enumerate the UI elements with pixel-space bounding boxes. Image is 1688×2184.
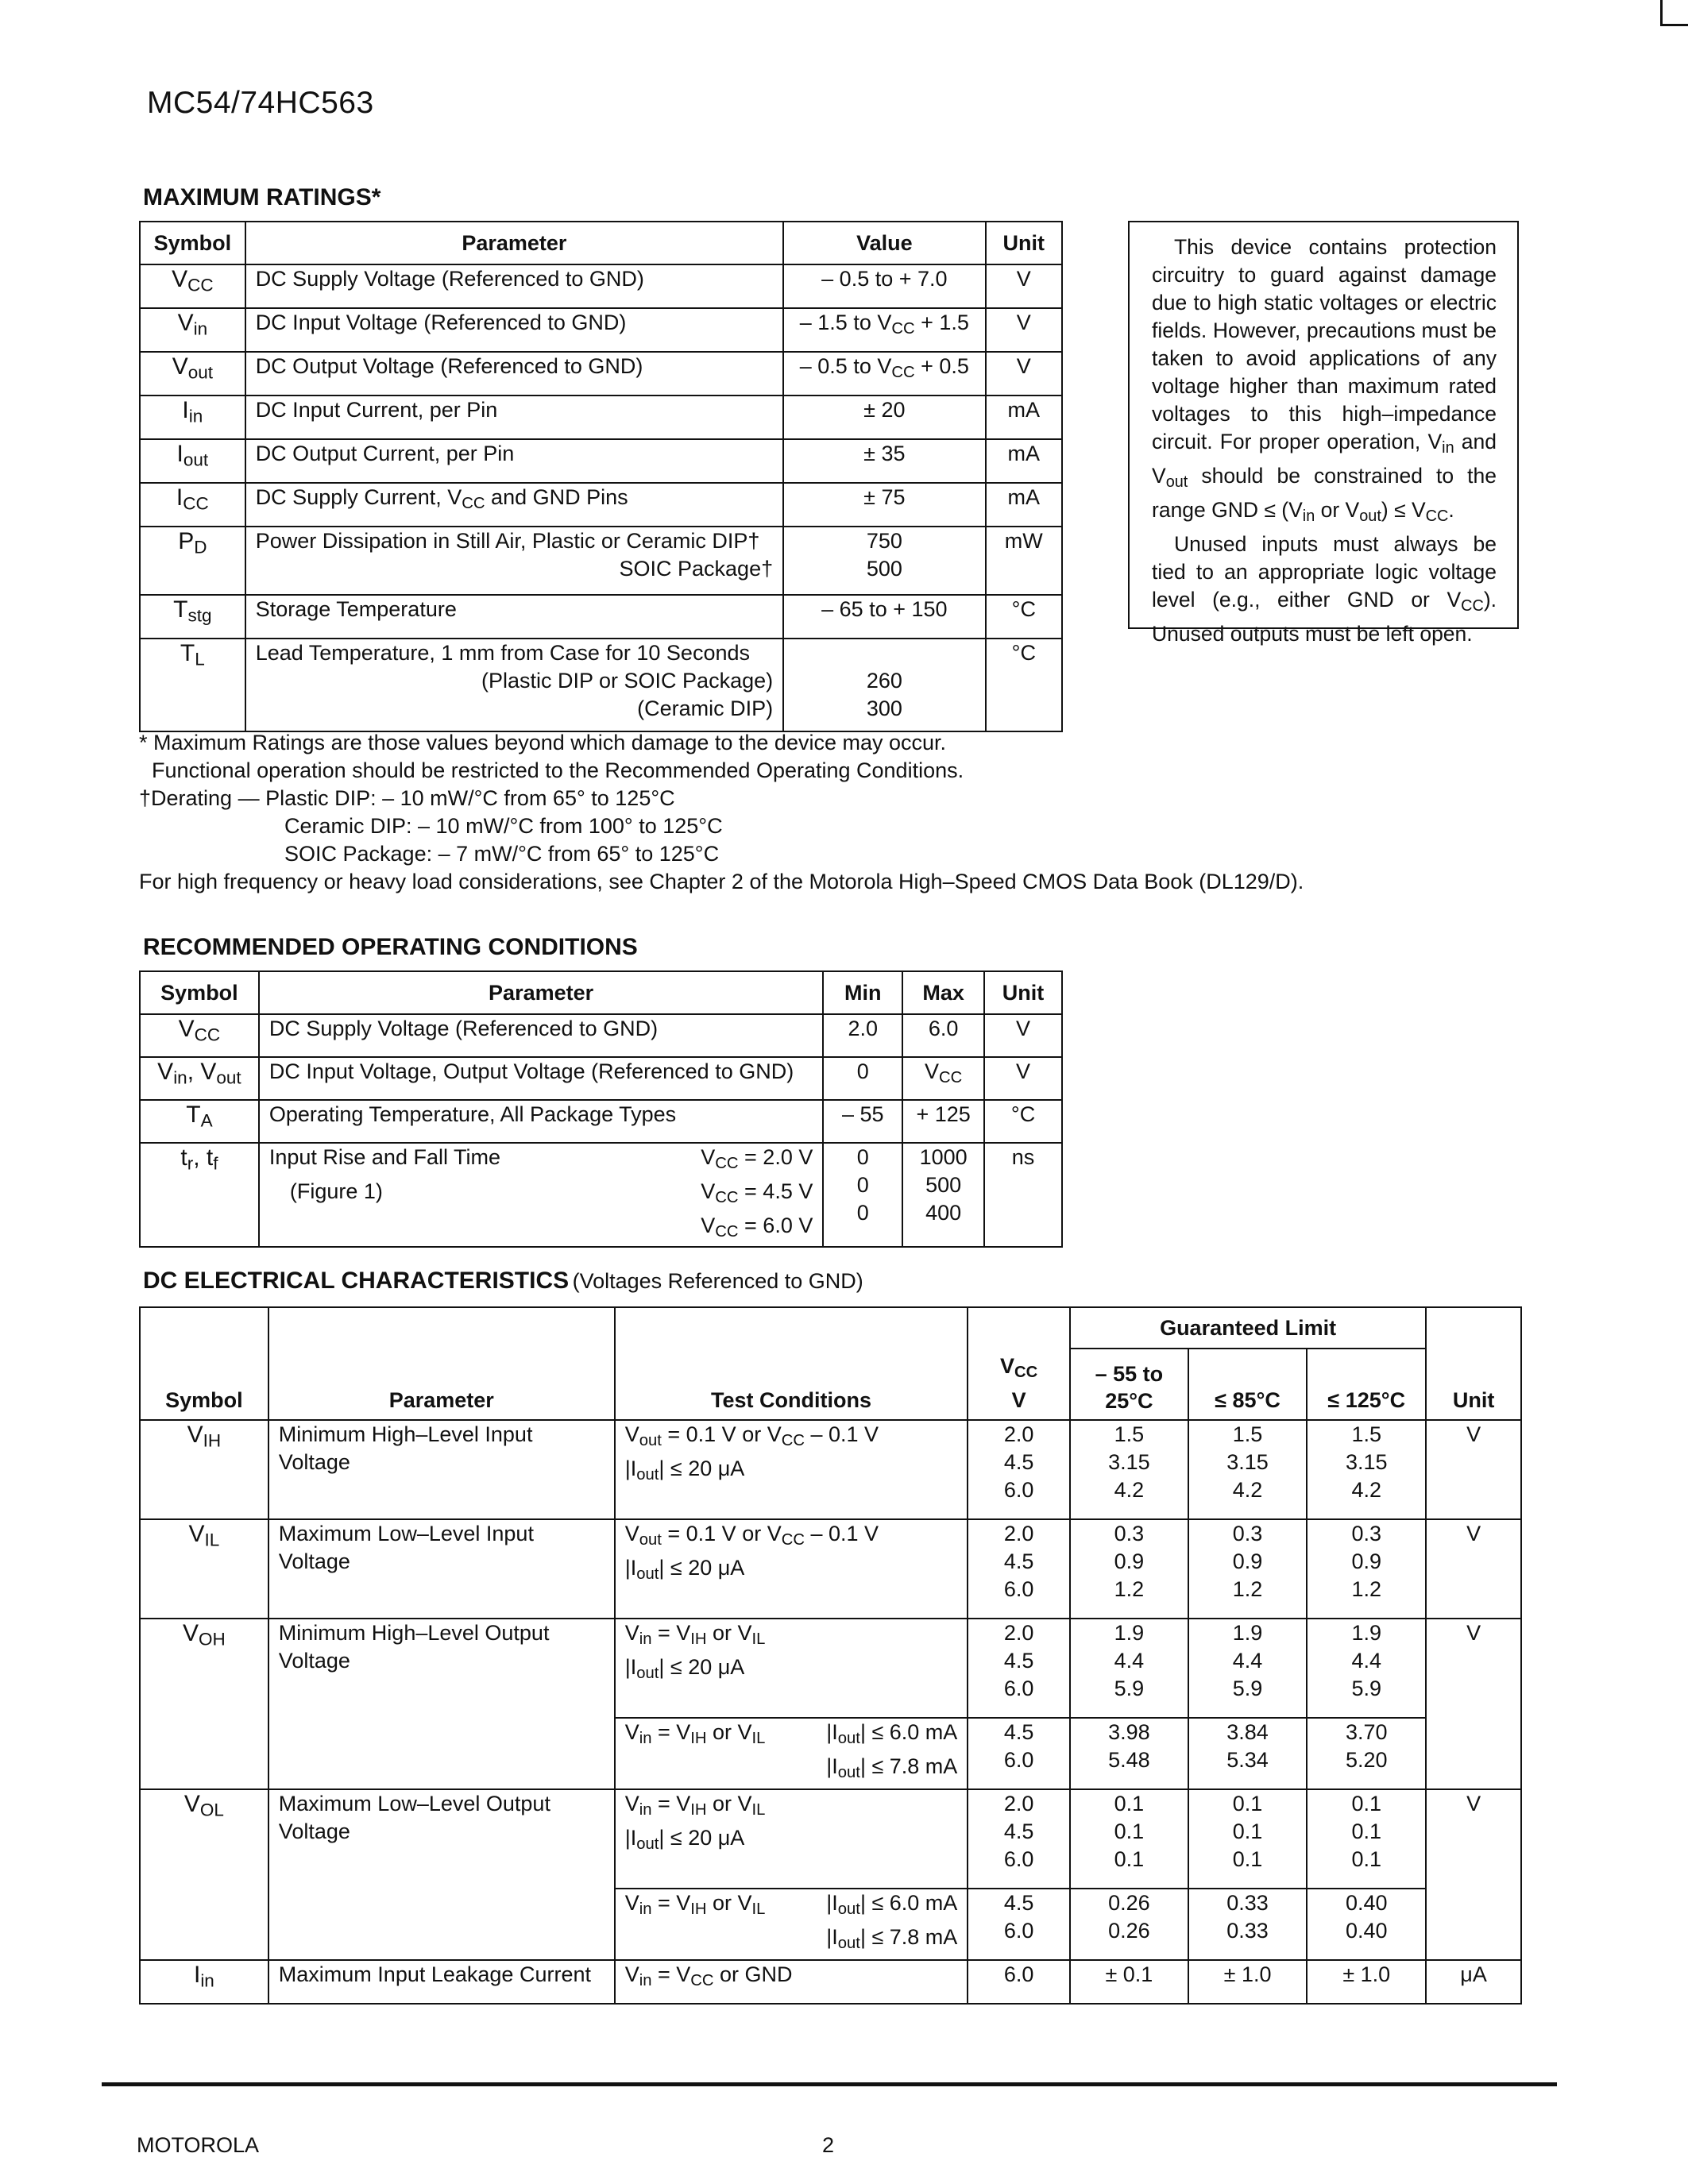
parameter-line: Voltage (278, 1549, 350, 1573)
limit-line: 0.1 (1232, 1819, 1263, 1843)
limit-line: 0.9 (1351, 1549, 1382, 1573)
table-row (140, 1014, 1062, 1057)
condition-line: $|I_{out}| \le 20$ μA (624, 1556, 745, 1584)
symbol-cell: $T_A$ (140, 1100, 259, 1143)
symbol-cell: $V_{OH}$ (140, 1619, 268, 1789)
value-line: ± 75 (863, 485, 906, 509)
parameter-cell (245, 527, 783, 595)
max-ratings-table (139, 221, 1063, 732)
parameter-cell (245, 396, 783, 439)
symbol-cell: $V_{IL}$ (140, 1519, 268, 1619)
dc-heading-note: (Voltages Referenced to GND) (572, 1269, 863, 1293)
parameter-cell (259, 1143, 824, 1247)
limit-line: 0.1 (1351, 1847, 1382, 1871)
col-header: Symbol (140, 971, 259, 1014)
test-condition-cell (615, 1420, 968, 1519)
max-ratings-heading: MAXIMUM RATINGS* (143, 184, 381, 210)
vcc-cell (968, 1619, 1070, 1718)
vcc-line: 6.0 (1003, 1677, 1034, 1700)
table-row (140, 439, 1062, 483)
parameter-line: Maximum Low–Level Input (278, 1522, 534, 1545)
unit-cell: mA (986, 439, 1062, 483)
limit-line: 5.34 (1226, 1748, 1269, 1772)
col-header-temp: – 55 to 25°C (1070, 1349, 1188, 1420)
symbol-cell: $I_{CC}$ (140, 483, 245, 527)
limit-line: 0.3 (1351, 1522, 1382, 1545)
max-cell: $V_{CC}$ (902, 1057, 984, 1100)
unit-cell: V (1426, 1519, 1521, 1619)
note-paragraph: This device contains protection circuitry to guard against damage due to high static voltages or electric fields. However, precautions must be taken to avoid applications of any voltage higher than maximum rated voltages to this high–impedance circuit. For proper operation, $V_{in}$ and $V_{out}$ should be constrained to the range GND ≤ ($V_{in}$ or $V_{out}) \le V_{CC}$. (1152, 235, 1497, 525)
limit-line: 3.98 (1108, 1720, 1150, 1744)
table-row (140, 1960, 1521, 2004)
unit-cell: V (1426, 1420, 1521, 1519)
limit-line: 4.4 (1232, 1649, 1263, 1673)
limit-cell (1070, 1889, 1188, 1960)
limit-cell (1188, 1718, 1308, 1789)
footer-brand: MOTOROLA (137, 2133, 260, 2157)
parameter-cell (245, 595, 783, 639)
test-condition-cell (615, 1789, 968, 1889)
min-cell: 0 (823, 1057, 902, 1100)
parameter-cell (245, 483, 783, 527)
dc-table (139, 1306, 1522, 2005)
value-line: – 1.5 to $V_{CC} + 1.5$ (799, 311, 969, 338)
condition-line: $V_{in} = V_{IH}$ or $V_{IL}$ (624, 1621, 766, 1649)
value-cell (783, 483, 985, 527)
parameter-line: (Ceramic DIP) (637, 696, 774, 720)
vcc-line: 4.5 (1003, 1549, 1034, 1573)
symbol-cell: $I_{out}$ (140, 439, 245, 483)
value-cell (783, 527, 985, 595)
limit-cell (1070, 1420, 1188, 1519)
vcc-line: 4.5 (1003, 1450, 1034, 1474)
unit-cell: V (986, 352, 1062, 396)
limit-line: 4.4 (1351, 1649, 1382, 1673)
unit-cell: V (986, 264, 1062, 308)
max-cell: + 125 (902, 1100, 984, 1143)
min-cell (823, 1143, 902, 1247)
limit-line: 0.26 (1108, 1919, 1150, 1943)
test-condition-cell (615, 1718, 968, 1789)
symbol-cell: $V_{out}$ (140, 352, 245, 396)
limit-line: 3.84 (1226, 1720, 1269, 1744)
table-row (140, 483, 1062, 527)
limit-cell (1188, 1960, 1308, 2004)
table-row (140, 308, 1062, 352)
symbol-cell: $T_{stg}$ (140, 595, 245, 639)
parameter-line: Minimum High–Level Output (278, 1621, 550, 1645)
footnote-line: Functional operation should be restricted to the Recommended Operating Conditions. (152, 758, 964, 782)
parameter-line: Input Rise and Fall Time $V_{CC} = 2.0$ V (268, 1145, 813, 1173)
col-header-guaranteed: Guaranteed Limit (1070, 1307, 1426, 1349)
limit-cell (1307, 1789, 1426, 1889)
limit-cell (1307, 1619, 1426, 1718)
vcc-line: 4.5 (1003, 1720, 1034, 1744)
limit-line: 4.2 (1232, 1478, 1263, 1502)
parameter-cell (268, 1519, 615, 1619)
value-cell (783, 352, 985, 396)
vcc-line: 6.0 (1003, 1748, 1034, 1772)
footnote-line: SOIC Package: – 7 mW/°C from 65° to 125°C (284, 842, 720, 866)
parameter-line: Voltage (278, 1450, 350, 1474)
table-row (140, 639, 1062, 731)
limit-cell (1070, 1619, 1188, 1718)
unit-cell: mA (986, 396, 1062, 439)
limit-line: ± 1.0 (1342, 1962, 1391, 1986)
limit-line: 0.26 (1108, 1891, 1150, 1915)
parameter-line: DC Input Voltage (Referenced to GND) (255, 311, 627, 334)
limit-line: 4.2 (1351, 1478, 1382, 1502)
min-line: 0 (856, 1201, 869, 1225)
footer-rule (102, 2082, 1557, 2086)
limit-line: 0.1 (1232, 1792, 1263, 1815)
limit-line: 0.9 (1114, 1549, 1145, 1573)
limit-cell (1307, 1960, 1426, 2004)
limit-line: 0.40 (1345, 1891, 1388, 1915)
recommended-table (139, 970, 1063, 1248)
limit-line: 1.5 (1232, 1422, 1263, 1446)
condition-line: $V_{in} = V_{IH}$ or $V_{IL}$ $|I_{out}| \le 6.0$ mA (624, 1891, 958, 1919)
limit-line: 3.15 (1108, 1450, 1150, 1474)
table-row (140, 1143, 1062, 1247)
dc-heading-line (143, 1268, 863, 1295)
parameter-cell (268, 1420, 615, 1519)
parameter-cell (245, 639, 783, 731)
table-row (140, 1619, 1521, 1718)
condition-line: $V_{out} = 0.1$ V or $V_{CC} - 0.1$ V (624, 1422, 879, 1450)
footnotes (139, 729, 1304, 896)
test-condition-cell (615, 1619, 968, 1718)
condition-line: $|I_{out}| \le 20$ μA (624, 1655, 745, 1683)
footnote-line: * Maximum Ratings are those values beyond which damage to the device may occur. (139, 731, 947, 754)
vcc-header-label: $V_{CC}$ (1000, 1353, 1038, 1381)
vcc-cell (968, 1789, 1070, 1889)
vcc-line: 4.5 (1003, 1891, 1034, 1915)
vcc-line: 4.5 (1003, 1819, 1034, 1843)
test-condition-cell (615, 1519, 968, 1619)
col-header-temp: ≤ 85°C (1188, 1349, 1308, 1420)
parameter-line: Maximum Input Leakage Current (278, 1962, 591, 1986)
condition-line: $V_{in} = V_{CC}$ or GND (624, 1962, 793, 1990)
recommended-heading: RECOMMENDED OPERATING CONDITIONS (143, 934, 638, 960)
parameter-line: Voltage (278, 1819, 350, 1843)
footnote-line: For high frequency or heavy load considerations, see Chapter 2 of the Motorola High–Speed CMOS Data Book (DL129/D). (139, 870, 1304, 893)
value-line: – 0.5 to + 7.0 (821, 267, 948, 291)
vcc-cell (968, 1960, 1070, 2004)
value-cell (783, 308, 985, 352)
min-line: 0 (856, 1145, 869, 1169)
limit-line: ± 1.0 (1223, 1962, 1272, 1986)
limit-line: 0.33 (1226, 1919, 1269, 1943)
vcc-cell (968, 1718, 1070, 1789)
unit-cell: mA (986, 483, 1062, 527)
parameter-cell: DC Input Voltage, Output Voltage (Referenced to GND) (259, 1057, 824, 1100)
vcc-line: 6.0 (1003, 1919, 1034, 1943)
value-line: ± 35 (863, 442, 906, 465)
condition-line: $V_{in} = V_{IH}$ or $V_{IL}$ $|I_{out}| \le 6.0$ mA (624, 1720, 958, 1748)
table-row (140, 527, 1062, 595)
parameter-cell (268, 1619, 615, 1789)
limit-cell (1070, 1789, 1188, 1889)
limit-line: 0.3 (1232, 1522, 1263, 1545)
col-header: Unit (986, 222, 1062, 264)
col-header: Parameter (245, 222, 783, 264)
condition-line: $|I_{out}| \le 7.8$ mA (826, 1754, 958, 1782)
limit-line: 4.2 (1114, 1478, 1145, 1502)
limit-line: ± 0.1 (1105, 1962, 1153, 1986)
limit-line: 1.2 (1114, 1577, 1145, 1601)
symbol-cell: $V_{in}$, $V_{out}$ (140, 1057, 259, 1100)
symbol-cell: $I_{in}$ (140, 396, 245, 439)
table-row (140, 352, 1062, 396)
test-condition-cell (615, 1889, 968, 1960)
col-header: Symbol (140, 1307, 268, 1420)
symbol-cell: $V_{OL}$ (140, 1789, 268, 1960)
limit-line: 0.1 (1114, 1792, 1145, 1815)
parameter-line: DC Output Current, per Pin (255, 442, 515, 465)
value-cell (783, 639, 985, 731)
symbol-cell: $V_{IH}$ (140, 1420, 268, 1519)
unit-cell: μA (1426, 1960, 1521, 2004)
footnote-line: †Derating — Plastic DIP: – 10 mW/°C from 65° to 125°C (139, 786, 675, 810)
parameter-line: Lead Temperature, 1 mm from Case for 10 Seconds (255, 641, 750, 665)
symbol-cell: $I_{in}$ (140, 1960, 268, 2004)
table-row (140, 1789, 1521, 1889)
unit-cell: V (986, 308, 1062, 352)
min-line: 0 (856, 1173, 869, 1197)
col-header: Min (823, 971, 902, 1014)
limit-cell (1188, 1519, 1308, 1619)
value-line: 300 (866, 696, 902, 720)
parameter-line: Maximum Low–Level Output (278, 1792, 550, 1815)
limit-line: 0.1 (1114, 1819, 1145, 1843)
page-title: MC54/74HC563 (147, 86, 374, 120)
symbol-cell: $t_r$, $t_f$ (140, 1143, 259, 1247)
col-header-vcc (968, 1307, 1070, 1420)
limit-cell (1070, 1718, 1188, 1789)
col-header: Unit (1426, 1307, 1521, 1420)
value-line: – 65 to + 150 (821, 597, 948, 621)
max-line: 500 (925, 1173, 962, 1197)
limit-line: 0.9 (1232, 1549, 1263, 1573)
min-cell: – 55 (823, 1100, 902, 1143)
vcc-cell (968, 1519, 1070, 1619)
limit-line: 0.1 (1351, 1792, 1382, 1815)
limit-line: 1.2 (1351, 1577, 1382, 1601)
condition-line: $|I_{out}| \le 20$ μA (624, 1457, 745, 1484)
parameter-line: (Figure 1) $V_{CC} = 4.5$ V (289, 1179, 813, 1207)
note-paragraph: Unused inputs must always be tied to an appropriate logic voltage level (e.g., either GND or $V_{CC}$). Unused outputs must be left open. (1152, 531, 1497, 646)
limit-cell (1188, 1789, 1308, 1889)
symbol-cell: $V_{in}$ (140, 308, 245, 352)
limit-line: 5.48 (1108, 1748, 1150, 1772)
limit-line: 3.15 (1226, 1450, 1269, 1474)
parameter-cell (268, 1789, 615, 1960)
limit-line: 0.1 (1114, 1847, 1145, 1871)
vcc-line: 2.0 (1003, 1522, 1034, 1545)
limit-line: 3.70 (1345, 1720, 1388, 1744)
value-line (794, 639, 975, 667)
unit-cell: ns (984, 1143, 1062, 1247)
col-header-temp: ≤ 125°C (1307, 1349, 1426, 1420)
condition-line: $V_{out} = 0.1$ V or $V_{CC} - 0.1$ V (624, 1522, 879, 1549)
limit-line: 5.9 (1351, 1677, 1382, 1700)
limit-line: 1.9 (1351, 1621, 1382, 1645)
parameter-cell: Operating Temperature, All Package Types (259, 1100, 824, 1143)
table-row (140, 1057, 1062, 1100)
min-cell: 2.0 (823, 1014, 902, 1057)
value-cell (783, 595, 985, 639)
parameter-cell (245, 264, 783, 308)
vcc-line: 4.5 (1003, 1649, 1034, 1673)
col-header: Unit (984, 971, 1062, 1014)
vcc-line: 2.0 (1003, 1621, 1034, 1645)
parameter-line: (Plastic DIP or SOIC Package) (481, 669, 774, 693)
col-header: Test Conditions (615, 1307, 968, 1420)
value-cell (783, 439, 985, 483)
limit-line: 4.4 (1114, 1649, 1145, 1673)
limit-line: 1.9 (1232, 1621, 1263, 1645)
limit-cell (1070, 1519, 1188, 1619)
table-row (140, 396, 1062, 439)
parameter-line: DC Supply Voltage (Referenced to GND) (255, 267, 644, 291)
max-cell: 6.0 (902, 1014, 984, 1057)
value-cell (783, 264, 985, 308)
limit-line: 1.5 (1114, 1422, 1145, 1446)
parameter-cell (245, 439, 783, 483)
max-line: 400 (925, 1201, 962, 1225)
limit-line: 5.9 (1232, 1677, 1263, 1700)
corner-crop-mark (1660, 0, 1688, 26)
vcc-line: 2.0 (1003, 1422, 1034, 1446)
table-row (140, 264, 1062, 308)
limit-line: 3.15 (1345, 1450, 1388, 1474)
table-row (140, 1519, 1521, 1619)
vcc-line: 2.0 (1003, 1792, 1034, 1815)
unit-cell: °C (984, 1100, 1062, 1143)
col-header: Parameter (259, 971, 824, 1014)
limit-line: 0.33 (1226, 1891, 1269, 1915)
limit-line: 0.1 (1232, 1847, 1263, 1871)
footnote-line: Ceramic DIP: – 10 mW/°C from 100° to 125°C (284, 814, 723, 838)
limit-line: 1.9 (1114, 1621, 1145, 1645)
limit-cell (1307, 1519, 1426, 1619)
limit-cell (1188, 1420, 1308, 1519)
unit-cell: V (984, 1014, 1062, 1057)
parameter-line: SOIC Package† (619, 557, 774, 581)
parameter-line: DC Output Voltage (Referenced to GND) (255, 354, 643, 378)
limit-cell (1307, 1420, 1426, 1519)
parameter-cell: DC Supply Voltage (Referenced to GND) (259, 1014, 824, 1057)
limit-cell (1188, 1889, 1308, 1960)
parameter-line: DC Supply Current, $V_{CC}$ and GND Pins (255, 485, 628, 513)
value-line: 500 (866, 557, 902, 581)
max-line: 1000 (919, 1145, 968, 1169)
parameter-cell (245, 308, 783, 352)
vcc-header-unit: V (1011, 1388, 1026, 1412)
unit-cell: °C (986, 639, 1062, 731)
limit-line: 1.2 (1232, 1577, 1263, 1601)
limit-line: 0.1 (1351, 1819, 1382, 1843)
limit-line: 5.20 (1345, 1748, 1388, 1772)
limit-cell (1307, 1718, 1426, 1789)
condition-line: $V_{in} = V_{IH}$ or $V_{IL}$ (624, 1792, 766, 1819)
max-cell (902, 1143, 984, 1247)
unit-cell: °C (986, 595, 1062, 639)
parameter-cell (245, 352, 783, 396)
limit-cell (1070, 1960, 1188, 2004)
parameter-line: Minimum High–Level Input (278, 1422, 533, 1446)
parameter-line: DC Input Current, per Pin (255, 398, 498, 422)
parameter-line: Power Dissipation in Still Air, Plastic or Ceramic DIP† (255, 529, 760, 553)
value-line: 750 (866, 529, 902, 553)
symbol-cell: $V_{CC}$ (140, 264, 245, 308)
limit-cell (1188, 1619, 1308, 1718)
limit-line: 0.40 (1345, 1919, 1388, 1943)
vcc-line: 6.0 (1003, 1577, 1034, 1601)
value-cell (783, 396, 985, 439)
col-header: Max (902, 971, 984, 1014)
limit-line: 5.9 (1114, 1677, 1145, 1700)
value-line: 260 (866, 669, 902, 693)
unit-cell: mW (986, 527, 1062, 595)
vcc-cell (968, 1420, 1070, 1519)
col-header: Parameter (268, 1307, 615, 1420)
symbol-cell: $T_L$ (140, 639, 245, 731)
parameter-line: Storage Temperature (255, 597, 457, 621)
limit-line: 1.5 (1351, 1422, 1382, 1446)
parameter-cell (268, 1960, 615, 2004)
condition-line: $|I_{out}| \le 7.8$ mA (826, 1925, 958, 1953)
table-row (140, 1420, 1521, 1519)
vcc-cell (968, 1889, 1070, 1960)
vcc-line: 6.0 (1003, 1847, 1034, 1871)
value-line: – 0.5 to $V_{CC} + 0.5$ (799, 354, 969, 382)
page-number: 2 (822, 2133, 835, 2157)
protection-note (1128, 221, 1519, 646)
parameter-line: Voltage (278, 1649, 350, 1673)
symbol-cell: $V_{CC}$ (140, 1014, 259, 1057)
value-line: ± 20 (863, 398, 906, 422)
col-header: Symbol (140, 222, 245, 264)
vcc-line: 6.0 (1003, 1962, 1034, 1986)
limit-line: 0.3 (1114, 1522, 1145, 1545)
unit-cell: V (1426, 1619, 1521, 1789)
col-header: Value (783, 222, 985, 264)
parameter-line: $V_{CC} = 6.0$ V (701, 1214, 813, 1241)
symbol-cell: $P_D$ (140, 527, 245, 595)
limit-cell (1307, 1889, 1426, 1960)
vcc-line: 6.0 (1003, 1478, 1034, 1502)
condition-line: $|I_{out}| \le 20$ μA (624, 1826, 745, 1854)
unit-cell: V (1426, 1789, 1521, 1960)
unit-cell: V (984, 1057, 1062, 1100)
dc-heading: DC ELECTRICAL CHARACTERISTICS (143, 1268, 570, 1294)
table-row (140, 1100, 1062, 1143)
test-condition-cell (615, 1960, 968, 2004)
table-row (140, 595, 1062, 639)
